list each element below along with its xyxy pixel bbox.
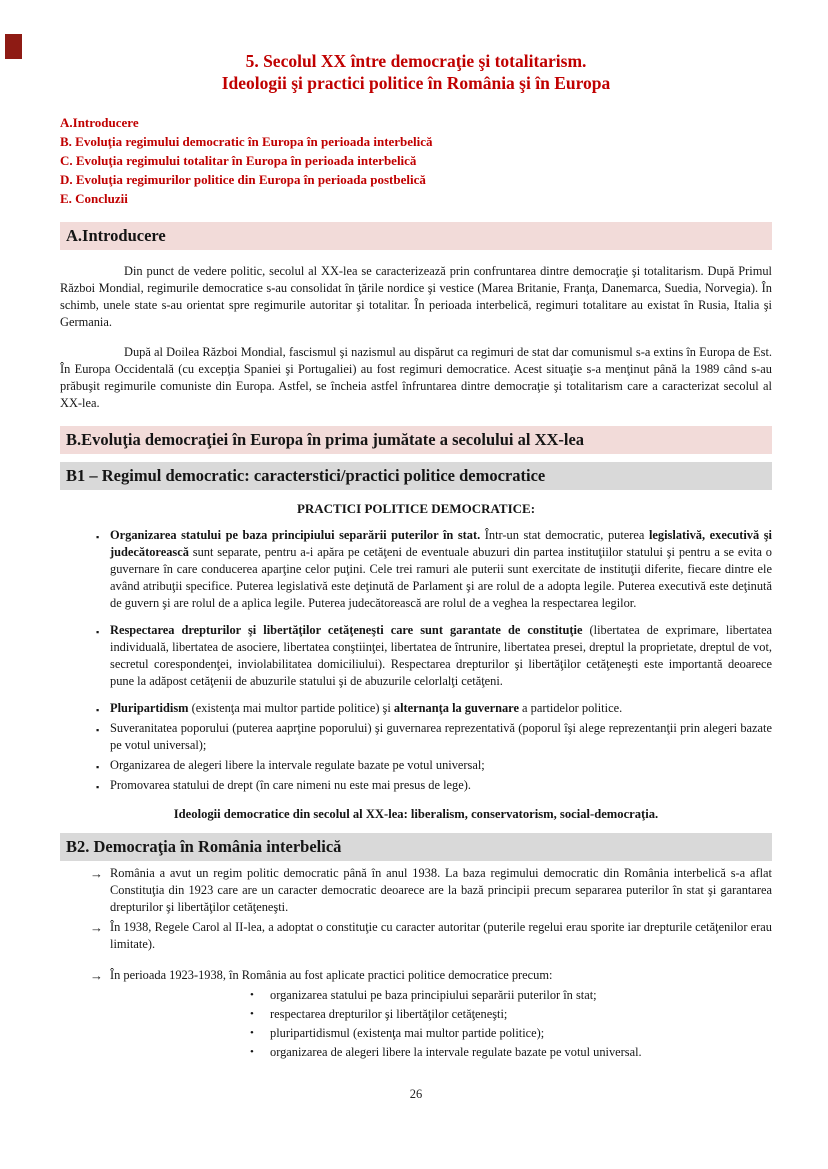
text-run: Organizarea statului pe baza principiului separării puterilor în stat. (110, 528, 485, 542)
text-run: În 1938, Regele Carol al II-lea, a adoptat o constituţie cu caracter autoritar (puterile regelui erau sporite iar drepturile cetăţenilor erau limitate). (110, 920, 772, 951)
list-item (60, 757, 772, 774)
intro-paragraph-1: Din punct de vedere politic, secolul al XX-lea se caracterizează prin confruntarea dintre democraţie şi totalitarism. După Primul Război Mondial, regimurile democratice s-au consolidat în ţările nordice şi vestice (Marea Britanie, Franţa, Danemarca, Suedia, Norvegia). În schimb, unele state s-au orientat spre regimurile autoritar şi totalitar. În perioada interbelică, regimuri totalitare au existat în Rusia, Italia şi Germania. (60, 264, 772, 329)
list-item (60, 527, 772, 612)
dot-bullet-icon: • (250, 1008, 254, 1020)
text-run: legislativă, executivă şi judecătorească (110, 528, 772, 559)
text-run: Într-un stat democratic, puterea (484, 528, 649, 542)
title-line-2: Ideologii şi practici politice în România şi în Europa (221, 73, 611, 93)
toc-item-c: C. Evoluţia regimului totalitar în Europa în perioada interbelică (60, 153, 417, 168)
intro-paragraph-2: După al Doilea Război Mondial, fascismul şi nazismul au dispărut ca regimuri de stat dar comunismul s-a extins în Europa de Est. În Europa Occidentală (cu excepţia Spaniei şi Portugaliei) au fost regimuri democratice. Acest situaţie s-a menţinut până la 1989 când s-au prăbuşit regimurile comuniste din Europa. Astfel, se încheia astfel înfruntarea dintre democraţie şi totalitarism care a caracterizat secolul al XX-lea. (60, 345, 772, 410)
list-item (60, 919, 772, 953)
text-run: România a avut un regim politic democratic până în anul 1938. La baza regimului democratic din România interbelică s-a aflat Constituţia din 1923 care are un caracter democratic deoarece are la bază principii precum separarea puterilor în stat şi garantarea drepturilor şi libertăţilor cetăţeneşti. (110, 866, 772, 914)
table-of-contents (60, 113, 772, 208)
text-run: Promovarea statului de drept (în care nimeni nu este mai presus de lege). (110, 778, 471, 792)
text-run: a partidelor politice. (522, 701, 623, 715)
list-item (110, 1044, 772, 1061)
text-run: organizarea statului pe baza principiului separării puterilor în stat; (270, 988, 597, 1002)
text-run: În perioada 1923-1938, în România au fost aplicate practici politice democratice precum: (110, 968, 553, 982)
text-run: (existenţa mai multor partide politice) şi (191, 701, 394, 715)
text-run: Suveranitatea poporului (puterea aaprţine poporului) şi guvernarea reprezentativă (poporul îşi alege reprezentanţii prin alegeri bazate pe votul universal); (110, 721, 772, 752)
text-run: pluripartidismul (existenţa mai multor partide politice); (270, 1026, 545, 1040)
list-item (110, 987, 772, 1004)
square-bullet-icon: ▪ (96, 762, 100, 772)
text-run: Organizarea de alegeri libere la intervale regulate bazate pe votul universal; (110, 758, 485, 772)
text-run: (libertatea de exprimare, libertatea individuală, libertatea de asociere, libertatea conştiinţei, libertatea de întrunire, libertatea presei, dreptul la proprietate, dreptul de vot, secretul corespondenţei, inviolabilitatea domiciliului). Respectarea drepturilor şi libertăţilor cetăţeneşti este importantă deoarece pune la adăpost cetăţenii de abuzurile statului şi de abuzurile celorlalţi cetăţeni. (110, 623, 772, 688)
dot-bullet-icon: • (250, 1046, 254, 1058)
section-heading-b1: B1 – Regimul democratic: caracterstici/practici politice democratice (60, 462, 772, 490)
section-heading-b: B.Evoluţia democraţiei în Europa în prima jumătate a secolului al XX-lea (60, 426, 772, 454)
toc-item-e: E. Concluzii (60, 191, 128, 206)
text-run: respectarea drepturilor şi libertăţilor cetăţeneşti; (270, 1007, 508, 1021)
arrow-bullet-icon: → (90, 920, 103, 935)
square-bullet-icon: ▪ (96, 782, 100, 792)
dot-bullet-icon: • (250, 989, 254, 1001)
democratic-practices-list (60, 527, 772, 794)
text-run: alternanţa la guvernare (393, 701, 523, 715)
list-item (60, 622, 772, 690)
list-item (60, 777, 772, 794)
list-item (60, 865, 772, 916)
page-number: 26 (409, 1087, 423, 1101)
toc-item-a: A.Introducere (60, 115, 139, 130)
list-item (60, 700, 772, 717)
title-line-1: 5. Secolul XX între democraţie şi totalitarism. (245, 51, 587, 71)
toc-item-b: B. Evoluţia regimului democratic în Europa în perioada interbelică (60, 134, 433, 149)
romania-democracy-list (60, 865, 772, 1061)
square-bullet-icon: ▪ (96, 627, 100, 637)
corner-mark (5, 34, 22, 59)
square-bullet-icon: ▪ (96, 725, 100, 735)
section-heading-b2: B2. Democraţia în România interbelică (60, 833, 772, 861)
dot-bullet-icon: • (250, 1027, 254, 1039)
applied-practices-sublist (110, 987, 772, 1061)
section-heading-a: A.Introducere (60, 222, 772, 250)
square-bullet-icon: ▪ (96, 532, 100, 542)
text-run: Pluripartidism (110, 701, 192, 715)
square-bullet-icon: ▪ (96, 705, 100, 715)
list-item (60, 720, 772, 754)
arrow-bullet-icon: → (90, 866, 103, 881)
practices-subheading: PRACTICI POLITICE DEMOCRATICE: (296, 501, 536, 516)
toc-item-d: D. Evoluţia regimurilor politice din Europa în perioada postbelică (60, 172, 426, 187)
document-title (60, 0, 772, 94)
ideologies-line: Ideologii democratice din secolul al XX-lea: liberalism, conservatorism, social-democraţia. (173, 807, 659, 821)
text-run: Respectarea drepturilor şi libertăţilor cetăţeneşti care sunt garantate de constituţie (110, 623, 590, 637)
text-run: sunt separate, pentru a-i apăra pe cetăţeni de eventuale abuzuri din partea instituţiilor statului şi pentru a se evita o guvernare în care conducerea aparţine celor puţini. Cele trei ramuri ale puterii sunt exercitate de instituţii diferite, fiecare dintre ele având atribuţii specifice. Puterea legislativă este deţinută de Parlament şi are rolul de a adopta legile. Puterea executivă este deţinută de guvern şi are rolul de a aplica legile. Puterea judecătorească are rolul de a veghea la respectarea legilor. (110, 545, 772, 610)
text-run: organizarea de alegeri libere la intervale regulate bazate pe votul universal. (270, 1045, 642, 1059)
list-item (60, 967, 772, 1061)
list-item (110, 1006, 772, 1023)
arrow-bullet-icon: → (90, 968, 103, 983)
list-item (110, 1025, 772, 1042)
